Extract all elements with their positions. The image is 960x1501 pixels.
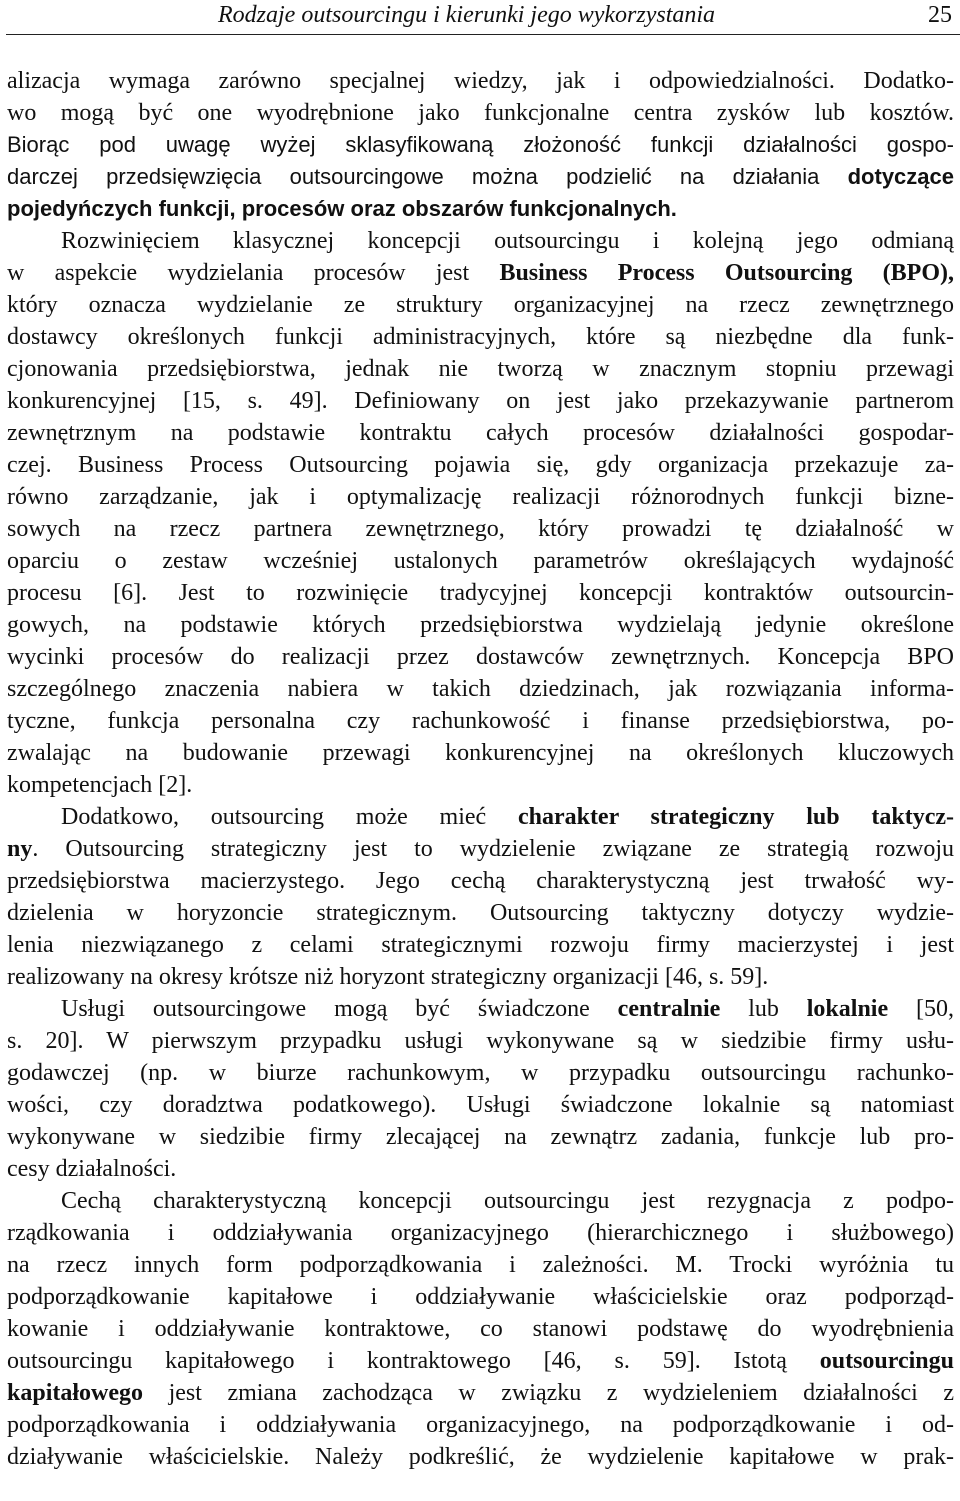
text-line (7, 609, 954, 641)
text-segment: na rzecz innych form podporządkowania i zależności. M. Trocki wyróżnia tu (7, 1252, 954, 1278)
text-segment: dzielenia w horyzoncie strategicznym. Outsourcing taktyczny dotyczy wydzie- (7, 900, 954, 926)
text-line (7, 513, 954, 545)
text-line (7, 801, 954, 833)
text-line (7, 897, 954, 929)
text-line (7, 1025, 954, 1057)
text-line (7, 97, 954, 129)
text-segment: tyczne, funkcja personalna czy rachunkowość i finanse przedsiębiorstwa, po- (7, 708, 954, 734)
text-segment: jest zmiana zachodząca w związku z wydzieleniem działalności z (143, 1380, 954, 1406)
text-line (7, 1441, 954, 1473)
bold-text: lokalnie (806, 996, 889, 1022)
bold-text: pojedyńczych funkcji, procesów oraz obszarów funkcjonalnych. (7, 196, 677, 221)
text-line (7, 1121, 954, 1153)
text-segment: który oznacza wydzielanie ze struktury organizacyjnej na rzecz zewnętrznego (7, 292, 954, 318)
text-segment: gowych, na podstawie których przedsiębiorstwa wydzielają jedynie określone (7, 612, 954, 638)
text-line (7, 321, 954, 353)
text-segment: podporządkowanie kapitałowe i oddziaływanie właścicielskie oraz podporząd- (7, 1284, 954, 1310)
text-line (7, 193, 954, 225)
header-rule (6, 34, 960, 35)
text-line (7, 129, 954, 161)
text-line (7, 833, 954, 865)
text-segment: czej. Business Process Outsourcing pojawia się, gdy organizacja przekazuje za- (7, 452, 954, 478)
text-segment: dostawcy określonych funkcji administracyjnych, które są niezbędne dla funk- (7, 324, 954, 350)
text-line (7, 1089, 954, 1121)
text-segment: działywanie właścicielskie. Należy podkreślić, że wydzielenie kapitałowe w prak- (7, 1444, 954, 1470)
text-line (7, 577, 954, 609)
text-segment: oparciu o zestaw wcześniej ustalonych parametrów określających wydajność (7, 548, 954, 574)
page-number: 25 (928, 2, 952, 28)
text-line (7, 1409, 954, 1441)
text-segment: szczególnego znaczenia nabiera w takich dziedzinach, jak rozwiązania informa- (7, 676, 954, 702)
text-segment: . Outsourcing strategiczny jest to wydzielenie związane ze strategią rozwoju (32, 836, 954, 862)
text-line (7, 545, 954, 577)
text-segment: s. 20]. W pierwszym przypadku usługi wykonywane są w siedzibie firmy usłu- (7, 1028, 954, 1054)
text-segment: lub (720, 996, 807, 1022)
text-line (7, 481, 954, 513)
text-line (7, 737, 954, 769)
text-line (7, 417, 954, 449)
bold-text: kapitałowego (7, 1380, 144, 1406)
text-line (7, 705, 954, 737)
text-line (7, 1249, 954, 1281)
text-segment: outsourcingu kapitałowego i kontraktowego [46, s. 59]. Istotą (7, 1348, 820, 1374)
text-segment: Cechą charakterystyczną koncepcji outsourcingu jest rezygnacja z podpo- (61, 1188, 954, 1214)
text-segment: darczej przedsięwzięcia outsourcingowe można podzielić na działania (7, 164, 848, 189)
text-segment: konkurencyjnej [15, s. 49]. Definiowany on jest jako przekazywanie partnerom (7, 388, 954, 414)
text-line (7, 257, 954, 289)
text-line (7, 993, 954, 1025)
bold-text: centralnie (617, 996, 721, 1022)
text-line (7, 673, 954, 705)
text-line (7, 1345, 954, 1377)
bold-text: Business Process Outsourcing (BPO), (499, 260, 954, 286)
text-segment: wycinki procesów do realizacji przez dostawców zewnętrznych. Koncepcja BPO (7, 644, 954, 670)
text-line (7, 961, 954, 993)
text-segment: Biorąc pod uwagę wyżej sklasyfikowaną złożoność funkcji działalności gospo- (7, 132, 954, 157)
text-segment: kompetencjach [2]. (7, 772, 193, 798)
text-segment: Rozwinięciem klasycznej koncepcji outsourcingu i kolejną jego odmianą (61, 228, 954, 254)
text-segment: realizowany na okresy krótsze niż horyzont strategiczny organizacji [46, s. 59]. (7, 964, 769, 990)
bold-text: charakter strategiczny lub taktycz- (517, 804, 954, 830)
text-segment: podporządkowania i oddziaływania organizacyjnego, na podporządkowanie i od- (7, 1412, 954, 1438)
text-line (7, 289, 954, 321)
text-line (7, 929, 954, 961)
bold-text: ny (7, 836, 33, 862)
text-segment: alizacja wymaga zarówno specjalnej wiedzy, jak i odpowiedzialności. Dodatko- (7, 68, 954, 94)
text-segment: [50, (888, 996, 954, 1022)
text-segment: wo mogą być one wyodrębnione jako funkcjonalne centra zysków lub kosztów. (7, 100, 954, 126)
text-line (7, 1281, 954, 1313)
text-line (7, 1313, 954, 1345)
text-line (7, 353, 954, 385)
text-segment: sowych na rzecz partnera zewnętrznego, który prowadzi tę działalność w (7, 516, 954, 542)
text-line (7, 1153, 954, 1185)
text-line (7, 1057, 954, 1089)
text-line (7, 65, 954, 97)
text-line (7, 1217, 954, 1249)
text-segment: procesu [6]. Jest to rozwinięcie tradycyjnej koncepcji kontraktów outsourcin- (7, 580, 954, 606)
text-segment: cjonowania przedsiębiorstwa, jednak nie tworzą w znacznym stopniu przewagi (7, 356, 954, 382)
text-segment: kowanie i oddziaływanie kontraktowe, co stanowi podstawę do wyodrębnienia (7, 1316, 954, 1342)
text-line (7, 1185, 954, 1217)
text-segment: w aspekcie wydzielania procesów jest (7, 260, 500, 286)
bold-text: outsourcingu (819, 1348, 954, 1374)
text-segment: lenia niezwiązanego z celami strategicznymi rozwoju firmy macierzystej i jest (7, 932, 954, 958)
text-segment: wykonywane w siedzibie firmy zlecającej na zewnątrz zadania, funkcje lub pro- (7, 1124, 954, 1150)
text-segment: zewnętrznym na podstawie kontraktu całych procesów działalności gospodar- (7, 420, 954, 446)
text-line (7, 1377, 954, 1409)
text-segment: godawczej (np. w biurze rachunkowym, w przypadku outsourcingu rachunko- (7, 1060, 954, 1086)
bold-text: dotyczące (847, 164, 954, 189)
running-header (0, 0, 960, 44)
text-line (7, 385, 954, 417)
text-line (7, 769, 954, 801)
text-segment: Dodatkowo, outsourcing może mieć (61, 804, 518, 830)
text-segment: przedsiębiorstwa macierzystego. Jego cechą charakterystyczną jest trwałość wy- (7, 868, 954, 894)
text-line (7, 449, 954, 481)
text-segment: rządkowania i oddziaływania organizacyjnego (hierarchicznego i służbowego) (7, 1220, 954, 1246)
text-line (7, 225, 954, 257)
text-line (7, 161, 954, 193)
text-segment: Usługi outsourcingowe mogą być świadczone (61, 996, 618, 1022)
text-line (7, 865, 954, 897)
text-segment: cesy działalności. (7, 1156, 177, 1182)
running-header-title: Rodzaje outsourcingu i kierunki jego wykorzystania (218, 2, 716, 28)
text-segment: równo zarządzanie, jak i optymalizację realizacji różnorodnych funkcji bizne- (7, 484, 954, 510)
text-segment: zwalając na budowanie przewagi konkurencyjnej na określonych kluczowych (7, 740, 954, 766)
text-line (7, 641, 954, 673)
body-text (7, 65, 954, 1473)
text-segment: wości, czy doradztwa podatkowego). Usługi świadczone lokalnie są natomiast (7, 1092, 954, 1118)
